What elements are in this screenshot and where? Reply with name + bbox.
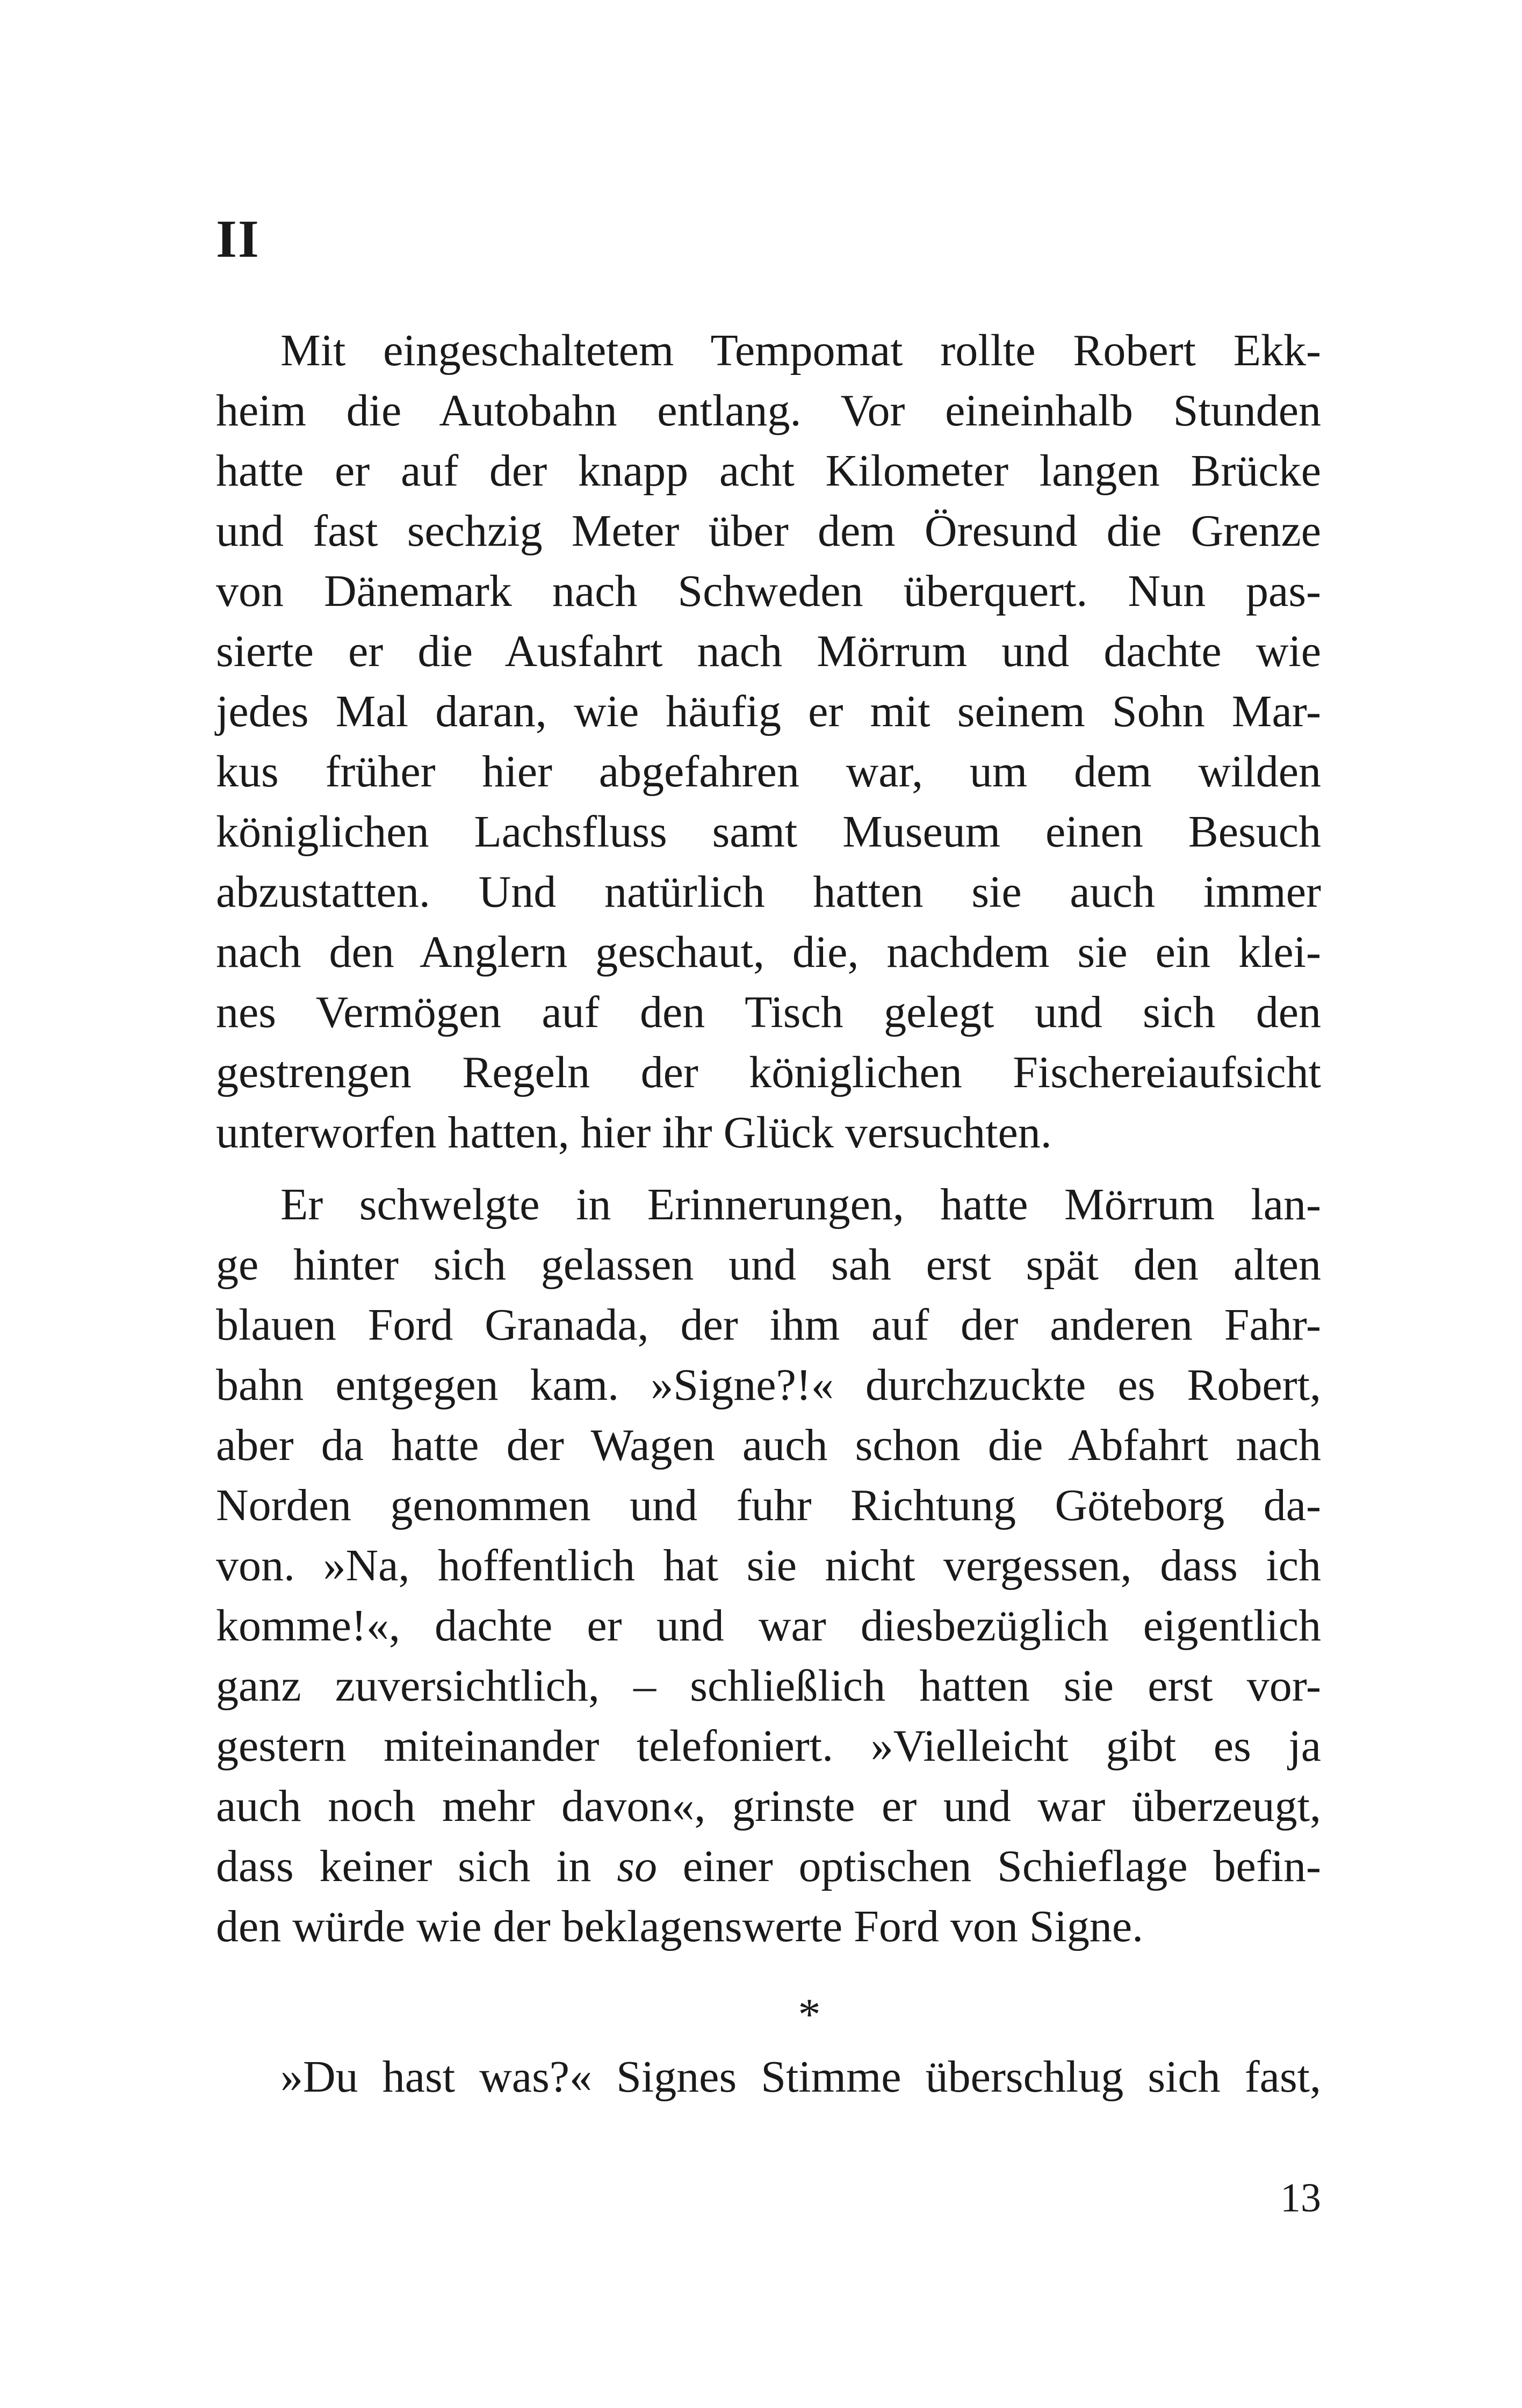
section-separator: * <box>798 1990 821 2040</box>
paragraph-line: hatte er auf der knapp acht Kilometer langen Brücke <box>216 446 1321 496</box>
paragraph-line: unterworfen hatten, hier ihr Glück versuchten. <box>216 1108 1052 1158</box>
paragraph-line: den würde wie der beklagenswerte Ford von Signe. <box>216 1901 1144 1951</box>
text-run: dass keiner sich in <box>216 1841 617 1891</box>
paragraph-line: Norden genommen und fuhr Richtung Göteborg da- <box>216 1480 1321 1530</box>
chapter-heading: II <box>216 209 260 269</box>
paragraph-line: gestern miteinander telefoniert. »Vielleicht gibt es ja <box>216 1721 1321 1771</box>
paragraph-line: auch noch mehr davon«, grinste er und war überzeugt, <box>216 1781 1321 1831</box>
paragraph-line: nach den Anglern geschaut, die, nachdem sie ein klei- <box>216 927 1321 977</box>
page-number: 13 <box>1280 2175 1321 2221</box>
paragraph-line: gestrengen Regeln der königlichen Fischereiaufsicht <box>216 1047 1321 1097</box>
paragraph-line: ganz zuversichtlich, – schließlich hatten sie erst vor- <box>216 1661 1321 1711</box>
paragraph-line: ge hinter sich gelassen und sah erst spät den alten <box>216 1240 1321 1290</box>
paragraph-line: komme!«, dachte er und war diesbezüglich eigentlich <box>216 1601 1321 1651</box>
paragraph-line: und fast sechzig Meter über dem Öresund die Grenze <box>216 506 1321 556</box>
paragraph-line: königlichen Lachsfluss samt Museum einen Besuch <box>216 807 1321 857</box>
paragraph-line: von Dänemark nach Schweden überquert. Nun pas- <box>216 566 1321 616</box>
paragraph-line: von. »Na, hoffentlich hat sie nicht vergessen, dass ich <box>216 1541 1321 1590</box>
paragraph-line: kus früher hier abgefahren war, um dem wilden <box>216 747 1321 797</box>
paragraph-line: heim die Autobahn entlang. Vor eineinhalb Stunden <box>216 386 1321 436</box>
paragraph-line: Mit eingeschaltetem Tempomat rollte Robert Ekk- <box>280 326 1321 375</box>
paragraph-line: Er schwelgte in Erinnerungen, hatte Mörrum lan- <box>280 1180 1321 1230</box>
paragraph-line: blauen Ford Granada, der ihm auf der anderen Fahr- <box>216 1300 1321 1350</box>
paragraph-line: nes Vermögen auf den Tisch gelegt und sich den <box>216 987 1321 1037</box>
paragraph-line: aber da hatte der Wagen auch schon die Abfahrt nach <box>216 1420 1321 1470</box>
paragraph-line: bahn entgegen kam. »Signe?!« durchzuckte es Robert, <box>216 1360 1321 1410</box>
paragraph-line: abzustatten. Und natürlich hatten sie auch immer <box>216 867 1321 917</box>
paragraph-line: sierte er die Ausfahrt nach Mörrum und dachte wie <box>216 626 1321 676</box>
paragraph-line: »Du hast was?« Signes Stimme überschlug sich fast, <box>280 2052 1321 2102</box>
paragraph-line: jedes Mal daran, wie häufig er mit seinem Sohn Mar- <box>216 686 1321 736</box>
paragraph-line <box>216 1836 1321 1897</box>
text-run: einer optischen Schieflage befin- <box>657 1841 1322 1891</box>
emphasized-word: so <box>617 1841 658 1891</box>
